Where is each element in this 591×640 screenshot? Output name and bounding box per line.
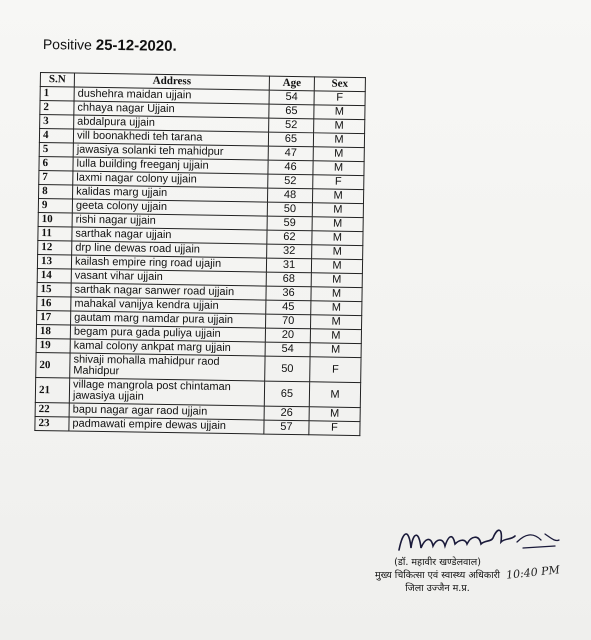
cell-sex: M	[314, 119, 365, 134]
cell-address: vill boonakhedi teh tarana	[73, 129, 268, 146]
cell-address: sarthak nagar sanwer road ujjain	[71, 283, 266, 300]
cell-sex: M	[313, 147, 364, 162]
cell-address: village mangrola post chintaman jawasiya ujjain	[69, 378, 264, 406]
cell-address: shivaji mohalla mahidpur raod Mahidpur	[70, 353, 265, 381]
cell-address: sarthak nagar ujjain	[72, 227, 267, 244]
signature-scribble	[395, 520, 565, 560]
heading-date: 25-12-2020.	[95, 36, 177, 55]
page-heading	[43, 36, 177, 55]
cell-age: 65	[268, 132, 313, 147]
cell-age: 52	[269, 118, 314, 133]
cell-sn: 6	[39, 156, 73, 171]
cell-sn: 21	[35, 377, 69, 403]
cell-sex: M	[312, 245, 363, 260]
cell-sex: M	[309, 407, 360, 422]
cell-address: gautam marg namdar pura ujjain	[71, 311, 266, 328]
cell-address: chhaya nagar Ujjain	[74, 101, 269, 118]
cell-sn: 8	[39, 184, 73, 199]
cell-sex: F	[313, 175, 364, 190]
cell-sex: M	[313, 133, 364, 148]
handwritten-time-note: 10:40 PM	[505, 563, 561, 582]
cell-age: 54	[269, 90, 314, 105]
cell-age: 59	[267, 216, 312, 231]
cell-sn: 1	[40, 87, 74, 102]
cell-sn: 22	[35, 402, 69, 417]
cell-sn: 17	[37, 310, 71, 325]
cell-sex: M	[311, 273, 362, 288]
cell-sex: M	[311, 259, 362, 274]
cell-age: 36	[266, 286, 311, 301]
signatory-place: जिला उज्जैन म.प्र.	[405, 583, 470, 594]
cell-sn: 3	[40, 115, 74, 130]
cell-address: rishi nagar ujjain	[72, 213, 267, 230]
cell-sn: 14	[37, 268, 71, 283]
cell-sex: M	[311, 301, 362, 316]
cell-sex: M	[312, 203, 363, 218]
cell-sex: M	[310, 329, 361, 344]
cell-address: padmawati empire dewas ujjain	[69, 417, 264, 434]
cell-address: laxmi nagar colony ujjain	[73, 171, 268, 188]
cell-sn: 18	[36, 324, 70, 339]
cell-age: 26	[264, 406, 309, 421]
cell-age: 57	[264, 420, 309, 435]
cell-sex: F	[309, 421, 360, 436]
cell-address: bapu nagar agar raod ujjain	[69, 403, 264, 420]
cell-address: abdalpura ujjain	[74, 115, 269, 132]
cell-sex: M	[309, 382, 360, 408]
cell-address: mahakal vanijya kendra ujjain	[71, 297, 266, 314]
cell-age: 52	[268, 174, 313, 189]
cell-sn: 11	[38, 226, 72, 241]
cell-sn: 5	[39, 142, 73, 157]
header-sn: S.N	[40, 73, 74, 88]
cell-sex: F	[310, 357, 361, 383]
cell-sex: M	[312, 217, 363, 232]
cell-age: 45	[266, 300, 311, 315]
cell-address: kailash empire ring road ujajin	[71, 255, 266, 272]
cell-age: 46	[268, 160, 313, 175]
cell-age: 32	[267, 244, 312, 259]
cell-sn: 12	[38, 240, 72, 255]
cell-sn: 16	[37, 296, 71, 311]
cell-address: dushehra maidan ujjain	[74, 87, 269, 104]
cell-sn: 20	[36, 352, 70, 378]
cell-address: kamal colony ankpat marg ujjain	[70, 339, 265, 356]
cell-age: 50	[265, 356, 310, 382]
cell-address: lulla building freeganj ujjain	[73, 157, 268, 174]
cell-age: 54	[265, 342, 310, 357]
cell-sex: M	[314, 105, 365, 120]
cell-age: 31	[266, 258, 311, 273]
cell-sex: M	[311, 287, 362, 302]
cell-sn: 9	[38, 198, 72, 213]
cell-sn: 2	[40, 101, 74, 116]
heading-label: Positive	[42, 36, 93, 53]
cell-address: kalidas marg ujjain	[73, 185, 268, 202]
cell-age: 50	[267, 202, 312, 217]
cell-address: geeta colony ujjain	[72, 199, 267, 216]
cell-sn: 15	[37, 282, 71, 297]
cell-address: jawasiya solanki teh mahidpur	[73, 143, 268, 160]
cell-age: 65	[269, 104, 314, 119]
cell-age: 68	[266, 272, 311, 287]
signatory-name: (डॉ. महावीर खण्डेलवाल)	[394, 557, 481, 568]
cell-age: 47	[268, 146, 313, 161]
signature-block	[350, 556, 525, 595]
header-sex: Sex	[314, 77, 365, 92]
cell-age: 20	[265, 328, 310, 343]
header-age: Age	[269, 76, 314, 91]
cell-sn: 19	[36, 338, 70, 353]
cell-sn: 23	[35, 416, 69, 431]
cell-age: 48	[267, 188, 312, 203]
cell-sn: 13	[37, 254, 71, 269]
signatory-title: मुख्य चिकित्सा एवं स्वास्थ्य अधिकारी	[375, 570, 500, 581]
cell-address: begam pura gada puliya ujjain	[70, 325, 265, 342]
cell-age: 70	[266, 314, 311, 329]
cell-sex: M	[312, 189, 363, 204]
cell-sex: M	[310, 343, 361, 358]
cell-sn: 10	[38, 212, 72, 227]
table-body	[35, 87, 365, 436]
cell-sn: 4	[39, 129, 73, 144]
cell-sex: F	[314, 91, 365, 106]
positive-cases-table-wrap	[34, 72, 366, 436]
positive-cases-table	[34, 72, 366, 436]
cell-sex: M	[311, 315, 362, 330]
cell-sn: 7	[39, 170, 73, 185]
header-address: Address	[74, 73, 269, 90]
cell-address: vasant vihar ujjain	[71, 269, 266, 286]
cell-address: drp line dewas road ujjain	[72, 241, 267, 258]
cell-sex: M	[313, 161, 364, 176]
cell-sex: M	[312, 231, 363, 246]
cell-age: 62	[267, 230, 312, 245]
cell-age: 65	[264, 381, 309, 407]
